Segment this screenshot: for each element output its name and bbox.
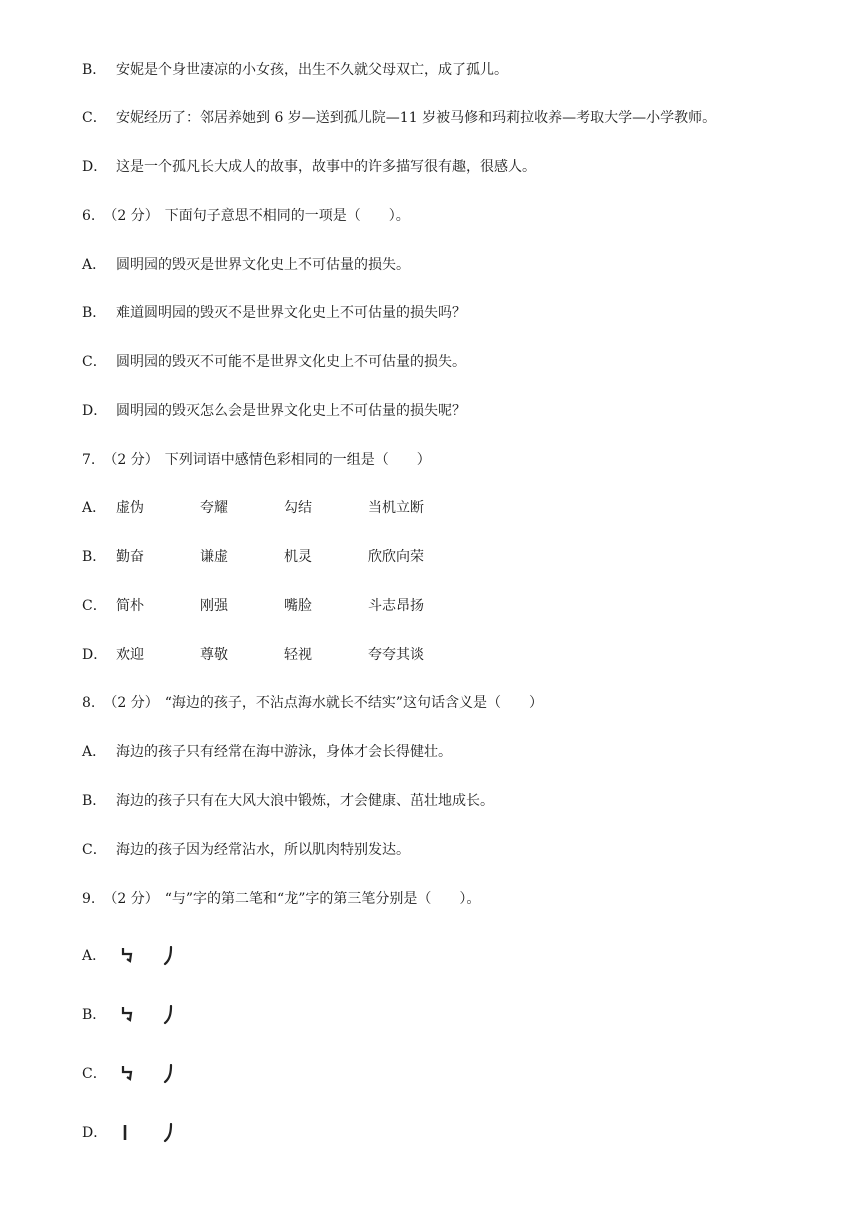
q9-option-c — [82, 1064, 197, 1084]
pie-stroke-icon — [163, 1123, 173, 1143]
option-letter: D． — [82, 403, 108, 419]
option-word: 勤奋 — [116, 549, 144, 565]
option-text: 圆明园的毁灭不可能不是世界文化史上不可估量的损失。 — [116, 354, 466, 370]
option-letter: B． — [82, 793, 107, 809]
question-number: 7. — [82, 452, 96, 468]
option-letter: A． — [82, 948, 107, 964]
option-word: 简朴 — [116, 598, 144, 614]
heng-zhe-zhe-gou-stroke-icon — [120, 947, 134, 965]
option-letter: A． — [82, 500, 107, 516]
option-word: 刚强 — [200, 598, 228, 614]
q5-option-c — [82, 108, 716, 128]
option-word: 嘴脸 — [284, 598, 312, 614]
option-word: 斗志昂扬 — [368, 598, 424, 614]
option-text: 这是一个孤凡长大成人的故事，故事中的许多描写很有趣，很感人。 — [116, 159, 536, 175]
question-score: （2 分） — [103, 891, 159, 907]
question-stem: 下面句子意思不相同的一项是（ ）。 — [164, 208, 410, 224]
option-letter: C． — [82, 598, 107, 614]
option-word: 欣欣向荣 — [368, 549, 424, 565]
option-text: 圆明园的毁灭怎么会是世界文化史上不可估量的损失呢？ — [116, 403, 466, 419]
q6-option-d — [82, 401, 466, 421]
q8-stem — [82, 693, 543, 713]
option-word: 虚伪 — [116, 500, 144, 516]
q7-stem — [82, 450, 431, 470]
option-word: 当机立断 — [368, 500, 424, 516]
question-score: （2 分） — [103, 208, 159, 224]
question-stem: 下列词语中感情色彩相同的一组是（ ） — [164, 452, 431, 468]
option-letter: D． — [82, 1125, 108, 1141]
option-letter: C． — [82, 842, 107, 858]
q6-option-c — [82, 352, 466, 372]
q7-option-c — [82, 596, 424, 616]
option-word: 尊敬 — [200, 647, 228, 663]
option-letter: C． — [82, 110, 107, 126]
q9-option-a — [82, 946, 197, 966]
pie-stroke-icon — [163, 1064, 173, 1084]
q8-option-a — [82, 742, 452, 762]
option-text: 圆明园的毁灭是世界文化史上不可估量的损失。 — [116, 257, 410, 273]
pie-stroke-icon — [163, 1005, 173, 1025]
q8-option-c — [82, 840, 410, 860]
option-text: 海边的孩子因为经常沾水，所以肌肉特别发达。 — [116, 842, 410, 858]
option-letter: C． — [82, 354, 107, 370]
option-letter: C． — [82, 1066, 107, 1082]
option-text: 海边的孩子只有在大风大浪中锻炼，才会健康、茁壮地成长。 — [116, 793, 494, 809]
question-number: 9. — [82, 891, 96, 907]
option-word: 轻视 — [284, 647, 312, 663]
option-word: 欢迎 — [116, 647, 144, 663]
q5-option-d — [82, 157, 536, 177]
option-word: 夸夸其谈 — [368, 647, 424, 663]
option-word: 勾结 — [284, 500, 312, 516]
question-number: 6. — [82, 208, 96, 224]
question-stem: “海边的孩子，不沾点海水就长不结实”这句话含义是（ ） — [164, 695, 544, 711]
option-letter: A． — [82, 744, 107, 760]
option-word: 夸耀 — [200, 500, 228, 516]
question-score: （2 分） — [103, 695, 159, 711]
option-text: 难道圆明园的毁灭不是世界文化史上不可估量的损失吗？ — [116, 305, 466, 321]
option-letter: B． — [82, 549, 107, 565]
heng-zhe-zhe-gou-stroke-icon — [120, 1006, 134, 1024]
option-text: 安妮是个身世凄凉的小女孩，出生不久就父母双亡，成了孤儿。 — [116, 62, 508, 78]
q6-option-b — [82, 303, 466, 323]
option-word: 谦虚 — [200, 549, 228, 565]
option-letter: A． — [82, 257, 107, 273]
q6-stem — [82, 206, 410, 226]
option-letter: D． — [82, 159, 108, 175]
option-letter: D． — [82, 647, 108, 663]
question-score: （2 分） — [103, 452, 159, 468]
q8-option-b — [82, 791, 494, 811]
question-number: 8. — [82, 695, 96, 711]
option-letter: B． — [82, 62, 107, 78]
option-text: 安妮经历了：邻居养她到 6 岁—送到孤儿院—11 岁被马修和玛莉拉收养—考取大学—小学教师。 — [116, 110, 717, 126]
q7-option-d — [82, 645, 424, 665]
q9-option-b — [82, 1005, 197, 1025]
q5-option-b — [82, 60, 508, 80]
option-text: 海边的孩子只有经常在海中游泳，身体才会长得健壮。 — [116, 744, 452, 760]
option-word: 机灵 — [284, 549, 312, 565]
question-stem: “与”字的第二笔和“龙”字的第三笔分别是（ ）。 — [164, 891, 481, 907]
option-letter: B． — [82, 305, 107, 321]
option-letter: B． — [82, 1007, 107, 1023]
q6-option-a — [82, 255, 410, 275]
q7-option-a — [82, 498, 424, 518]
q7-option-b — [82, 547, 424, 567]
q9-option-d — [82, 1123, 197, 1143]
pie-stroke-icon — [163, 946, 173, 966]
q9-stem — [82, 889, 480, 909]
shu-stroke-icon — [120, 1124, 134, 1142]
heng-zhe-zhe-gou-stroke-icon — [120, 1065, 134, 1083]
